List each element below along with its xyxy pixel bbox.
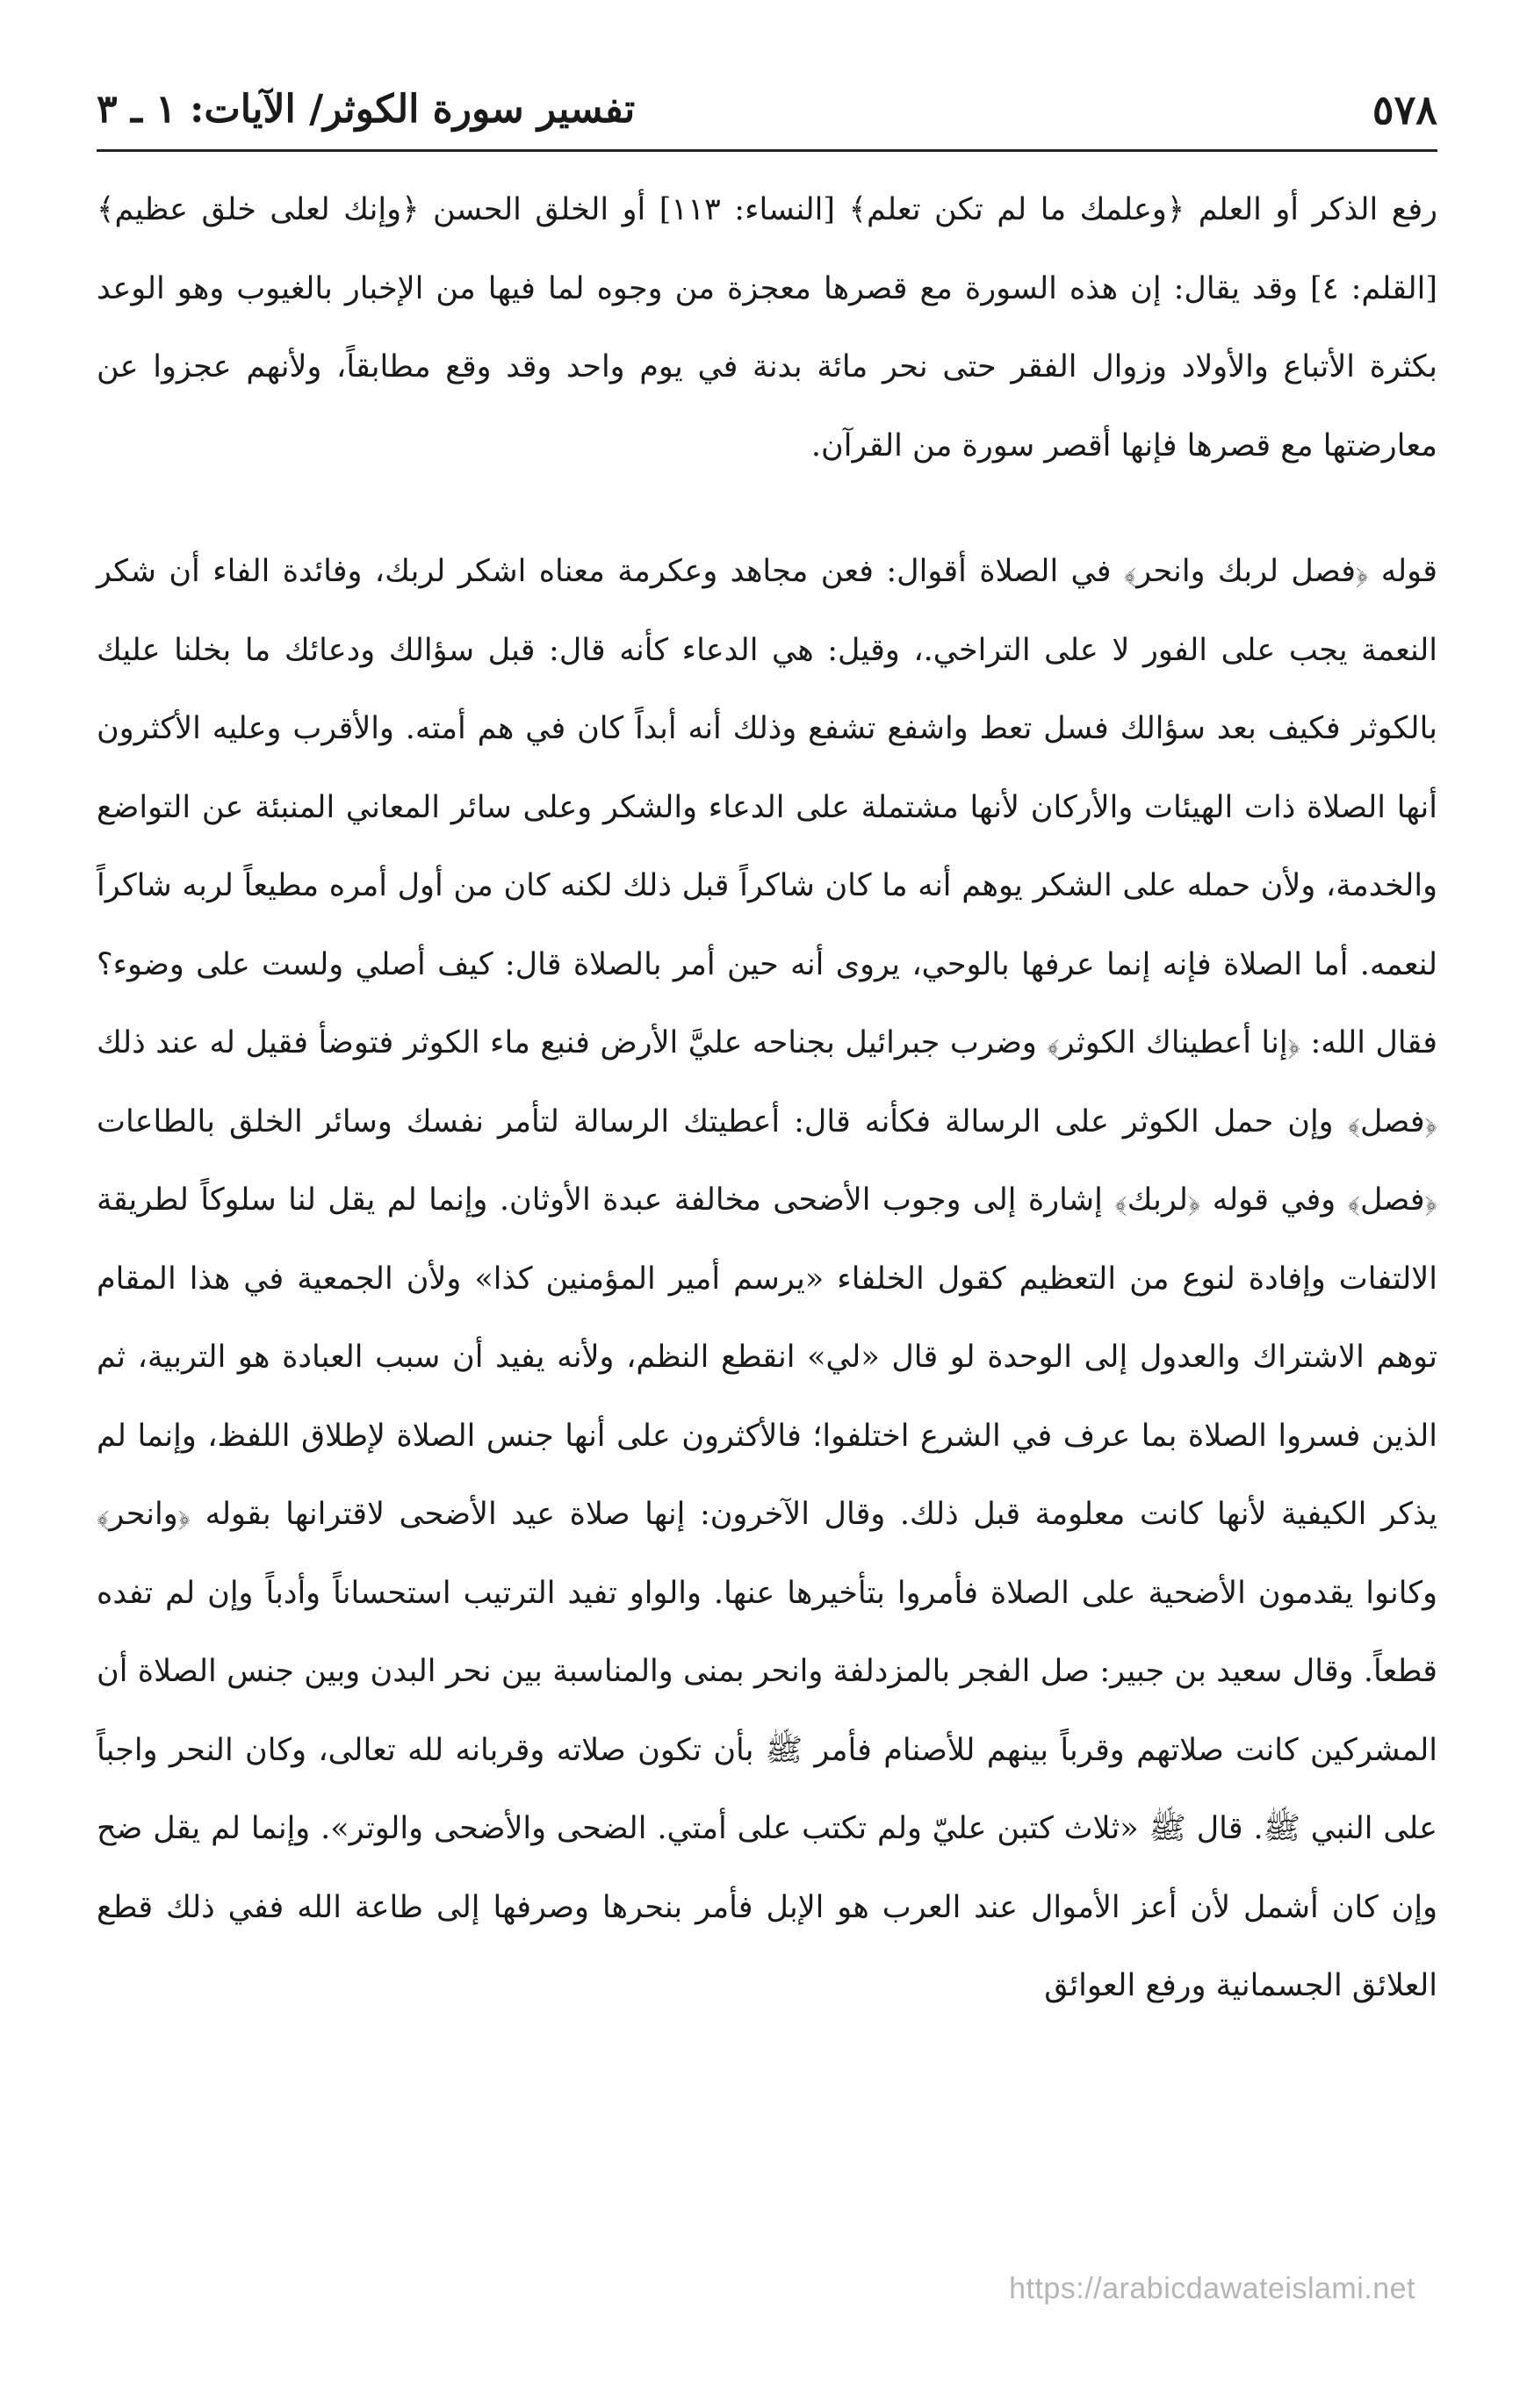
- page-number: ٥٧٨: [1372, 86, 1437, 133]
- body-text: [97, 171, 1437, 2026]
- paragraph: قوله ﴿فصل لربك وانحر﴾ في الصلاة أقوال: فعن مجاهد وعكرمة معناه اشكر لربك، وفائدة الفاء أن شكر النعمة يجب على الفور لا على التراخي.، وقيل: هي الدعاء كأنه قال: قبل سؤالك ودعائك ما بخلنا عليك بالكوثر فكيف بعد سؤالك فسل تعط واشفع تشفع وذلك أنه أبداً كان في هم أمته. والأقرب وعليه الأكثرون أنها الصلاة ذات الهيئات والأركان لأنها مشتملة على الدعاء والشكر وعلى سائر المعاني المنبئة عن التواضع والخدمة، ولأن حمله على الشكر يوهم أنه ما كان شاكراً قبل ذلك لكنه كان من أول أمره مطيعاً لربه شاكراً لنعمه. أما الصلاة فإنه إنما عرفها بالوحي، يروى أنه حين أمر بالصلاة قال: كيف أصلي ولست على وضوء؟ فقال الله: ﴿إنا أعطيناك الكوثر﴾ وضرب جبرائيل بجناحه عليَّ الأرض فنبع ماء الكوثر فتوضأ فقيل له عند ذلك ﴿فصل﴾ وإن حمل الكوثر على الرسالة فكأنه قال: أعطيتك الرسالة لتأمر نفسك وسائر الخلق بالطاعات ﴿فصل﴾ وفي قوله ﴿لربك﴾ إشارة إلى وجوب الأضحى مخالفة عبدة الأوثان. وإنما لم يقل لنا سلوكاً لطريقة الالتفات وإفادة لنوع من التعظيم كقول الخلفاء «يرسم أمير المؤمنين كذا» ولأن الجمعية في هذا المقام توهم الاشتراك والعدول إلى الوحدة لو قال «لي» انقطع النظم، ولأنه يفيد أن سبب العبادة هو التربية، ثم الذين فسروا الصلاة بما عرف في الشرع اختلفوا؛ فالأكثرون على أنها جنس الصلاة لإطلاق اللفظ، وإنما لم يذكر الكيفية لأنها كانت معلومة قبل ذلك. وقال الآخرون: إنها صلاة عيد الأضحى لاقترانها بقوله ﴿وانحر﴾ وكانوا يقدمون الأضحية على الصلاة فأمروا بتأخيرها عنها. والواو تفيد الترتيب استحساناً وأدباً وإن لم تفده قطعاً. وقال سعيد بن جبير: صل الفجر بالمزدلفة وانحر بمنى والمناسبة بين نحر البدن وبين جنس الصلاة أن المشركين كانت صلاتهم وقرباً بينهم للأصنام فأمر ﷺ بأن تكون صلاته وقربانه لله تعالى، وكان النحر واجباً على النبي ﷺ. قال ﷺ «ثلاث كتبن عليّ ولم تكتب على أمتي. الضحى والأضحى والوتر». وإنما لم يقل ضح وإن كان أشمل لأن أعز الأموال عند العرب هو الإبل فأمر بنحرها وصرفها إلى طاعة الله ففي ذلك قطع العلائق الجسمانية ورفع العوائق: [97, 554, 1437, 2003]
- header-divider: [97, 149, 1437, 152]
- running-title: تفسير سورة الكوثر/ الآيات: ١ ـ ٣: [97, 87, 636, 132]
- paragraph: رفع الذكر أو العلم ﴿وعلمك ما لم تكن تعلم﴾ [النساء: ١١٣] أو الخلق الحسن ﴿وإنك لعلى خلق عظيم﴾ [القلم: ٤] وقد يقال: إن هذه السورة مع قصرها معجزة من وجوه لما فيها من الإخبار بالغيوب وهو الوعد بكثرة الأتباع والأولاد وزوال الفقر حتى نحر مائة بدنة في يوم واحد وقد وقع مطابقاً، ولأنهم عجزوا عن معارضتها مع قصرها فإنها أقصر سورة من القرآن.: [97, 192, 1438, 464]
- source-watermark: https://arabicdawateislami.net: [1009, 2272, 1415, 2305]
- page-header: [97, 83, 1437, 145]
